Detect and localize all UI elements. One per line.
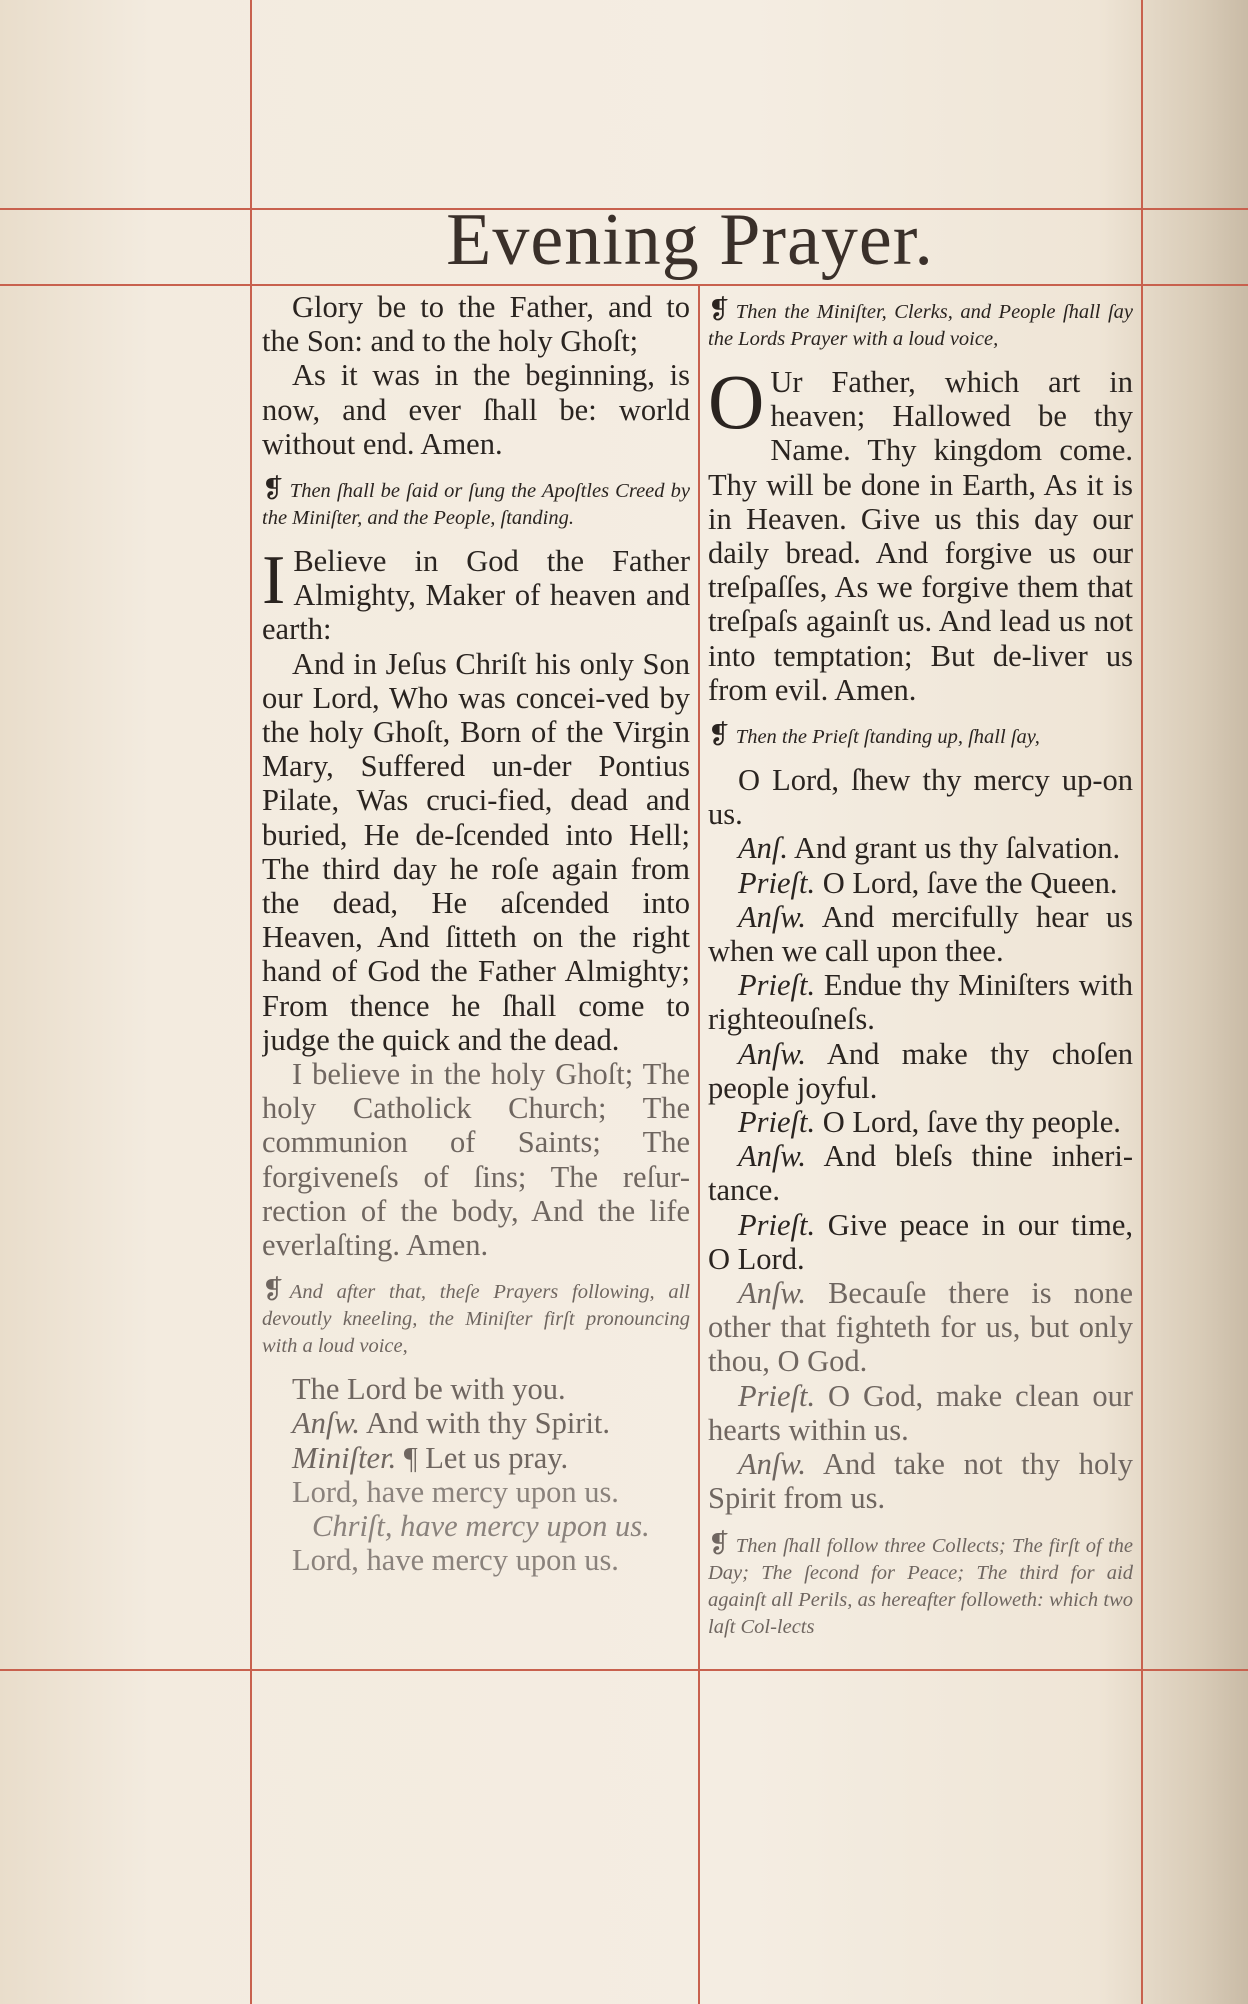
suffrage-11-label: Prieſt. [738,1378,816,1413]
versicle-2-text: And with thy Spirit. [366,1406,611,1441]
versicle-4: Lord, have mercy upon us. [292,1474,619,1509]
pilcrow-icon: ❡ [708,720,730,750]
left-column [262,290,690,1665]
suffrage-7-label: Prieſt. [738,1105,816,1140]
versicle-1: The Lord be with you. [292,1372,566,1407]
rule-title-bottom [0,284,1248,286]
versicle-3 [262,1441,690,1475]
suffrage-11-text: O God, make clean our hearts within us. [708,1378,1133,1447]
lords-prayer [708,358,1133,707]
suffrage-8-text: And bleſs thine inheri-tance. [708,1139,1133,1208]
rubric-lords-prayer-text: Then the Miniſter, Clerks, and People ſhall ſay the Lords Prayer with a loud voice, [708,301,1133,350]
suffrage-9 [708,1208,1133,1276]
creed-paragraph-1 [262,544,690,647]
suffrage-5-label: Prieſt. [738,968,816,1003]
rubric-creed [262,475,690,532]
suffrage-8-label: Anſw. [738,1139,807,1174]
versicle-6: Lord, have mercy upon us. [292,1543,619,1578]
lords-prayer-text: Ur Father, which art in heaven; Hallowed be thy Name. Thy kingdom come. Thy will be done in Earth, As it is in Heaven. Give us this day our daily bread. And forgive us our treſpaſſes, As we forgive them that treſpaſs againſt us. And lead us not into temptation; But de-liver us from evil. Amen. [708,365,1133,707]
drop-cap-o: O [708,358,765,445]
suffrage-6-text: And make thy choſen people joyful. [708,1036,1133,1105]
rubric-priest-text: Then the Prieſt ſtanding up, ſhall ſay, [735,726,1040,749]
suffrage-5 [708,968,1133,1036]
creed-text-1: Believe in God the Father Almighty, Maker of heaven and earth: [262,544,690,647]
rubric-prayers [262,1276,690,1360]
suffrage-7 [708,1105,1133,1139]
suffrage-10-label: Anſw. [738,1276,807,1311]
rubric-collects-text: Then ſhall follow three Collects; The firſt of the Day; The ſecond for Peace; The third for aid againſt all Perils, as hereafter followeth: which two laſt Col-lects [708,1534,1133,1638]
suffrage-12-label: Anſw. [738,1447,807,1482]
creed-paragraph-2: And in Jeſus Chriſt his only Son our Lord, Who was concei-ved by the holy Ghoſt, Born of the Virgin Mary, Suffered un-der Pontius Pilate, Was cruci-fied, dead and buried, He de-ſcended into Hell; The third day he roſe again from the dead, He aſcended into Heaven, And ſitteth on the right hand of God the Father Almighty; From thence he ſhall come to judge the quick and the dead. [262,646,690,1057]
suffrage-6 [708,1037,1133,1105]
pilcrow-icon: ❡ [708,295,730,324]
suffrage-9-label: Prieſt. [738,1207,816,1242]
suffrage-12 [708,1447,1133,1515]
suffrage-2 [708,831,1133,865]
suffrage-9-text: Give peace in our time, O Lord. [708,1207,1133,1276]
versicle-3-text: ¶ Let us pray. [403,1440,569,1475]
pilcrow-icon: ❡ [708,1528,730,1558]
rubric-priest [708,721,1133,751]
suffrage-4-label: Anſw. [738,899,807,934]
rubric-creed-text: Then ſhall be ſaid or ſung the Apoſtles Creed by the Miniſter, and the People, ſtanding. [262,480,690,530]
suffrage-4-text: And mercifully hear us when we call upon thee. [708,899,1133,969]
versicle-5: Chriſt, have mercy upon us. [312,1509,650,1544]
rubric-collects [708,1530,1133,1641]
rubric-lords-prayer [708,296,1133,353]
gloria-line-1: Glory be to the Father, and to the Son: and to the holy Ghoſt; [262,290,690,359]
suffrage-3 [708,866,1133,900]
suffrage-11 [708,1379,1133,1447]
right-column [708,290,1133,1665]
versicle-2 [262,1406,690,1440]
suffrage-1: O Lord, ſhew thy mercy up-on us. [708,763,1133,832]
rule-right [1141,0,1143,2004]
drop-cap-i: I [262,542,286,620]
versicle-2-label: Anſw. [292,1406,361,1441]
versicle-3-label: Miniſter. [292,1440,397,1475]
suffrage-4 [708,900,1133,968]
pilcrow-icon: ❡ [262,1275,284,1305]
pilcrow-icon: ❡ [262,474,284,504]
rule-left [250,0,252,2004]
rule-bottom [0,1669,1248,1671]
creed-paragraph-3: I believe in the holy Ghoſt; The holy Catholick Church; The communion of Saints; The forgiveneſs of ſins; The reſur-rection of the body, And the life everlaſting. Amen. [262,1057,690,1263]
suffrage-3-text: O Lord, ſave the Queen. [822,865,1118,900]
gloria-line-2: As it was in the beginning, is now, and ever ſhall be: world without end. Amen. [262,358,690,461]
suffrage-8 [708,1139,1133,1207]
page-title: Evening Prayer. [446,199,934,281]
suffrage-10-text: Becauſe there is none other that fighteth for us, but only thou, O God. [708,1276,1133,1379]
rule-center [698,284,700,2004]
rubric-prayers-text: And after that, theſe Prayers following, all devoutly kneeling, the Miniſter firſt pronouncing with a loud voice, [262,1281,690,1358]
suffrage-2-text: And grant us thy ſalvation. [793,831,1121,866]
suffrage-3-label: Prieſt. [738,865,816,900]
suffrage-6-label: Anſw. [738,1036,807,1071]
suffrage-5-text: Endue thy Miniſters with righteouſneſs. [708,968,1133,1037]
suffrage-10 [708,1276,1133,1379]
suffrage-7-text: O Lord, ſave thy people. [822,1105,1121,1140]
suffrage-12-text: And take not thy holy Spirit from us. [708,1447,1133,1516]
suffrage-2-label: Anſ. [738,831,788,866]
